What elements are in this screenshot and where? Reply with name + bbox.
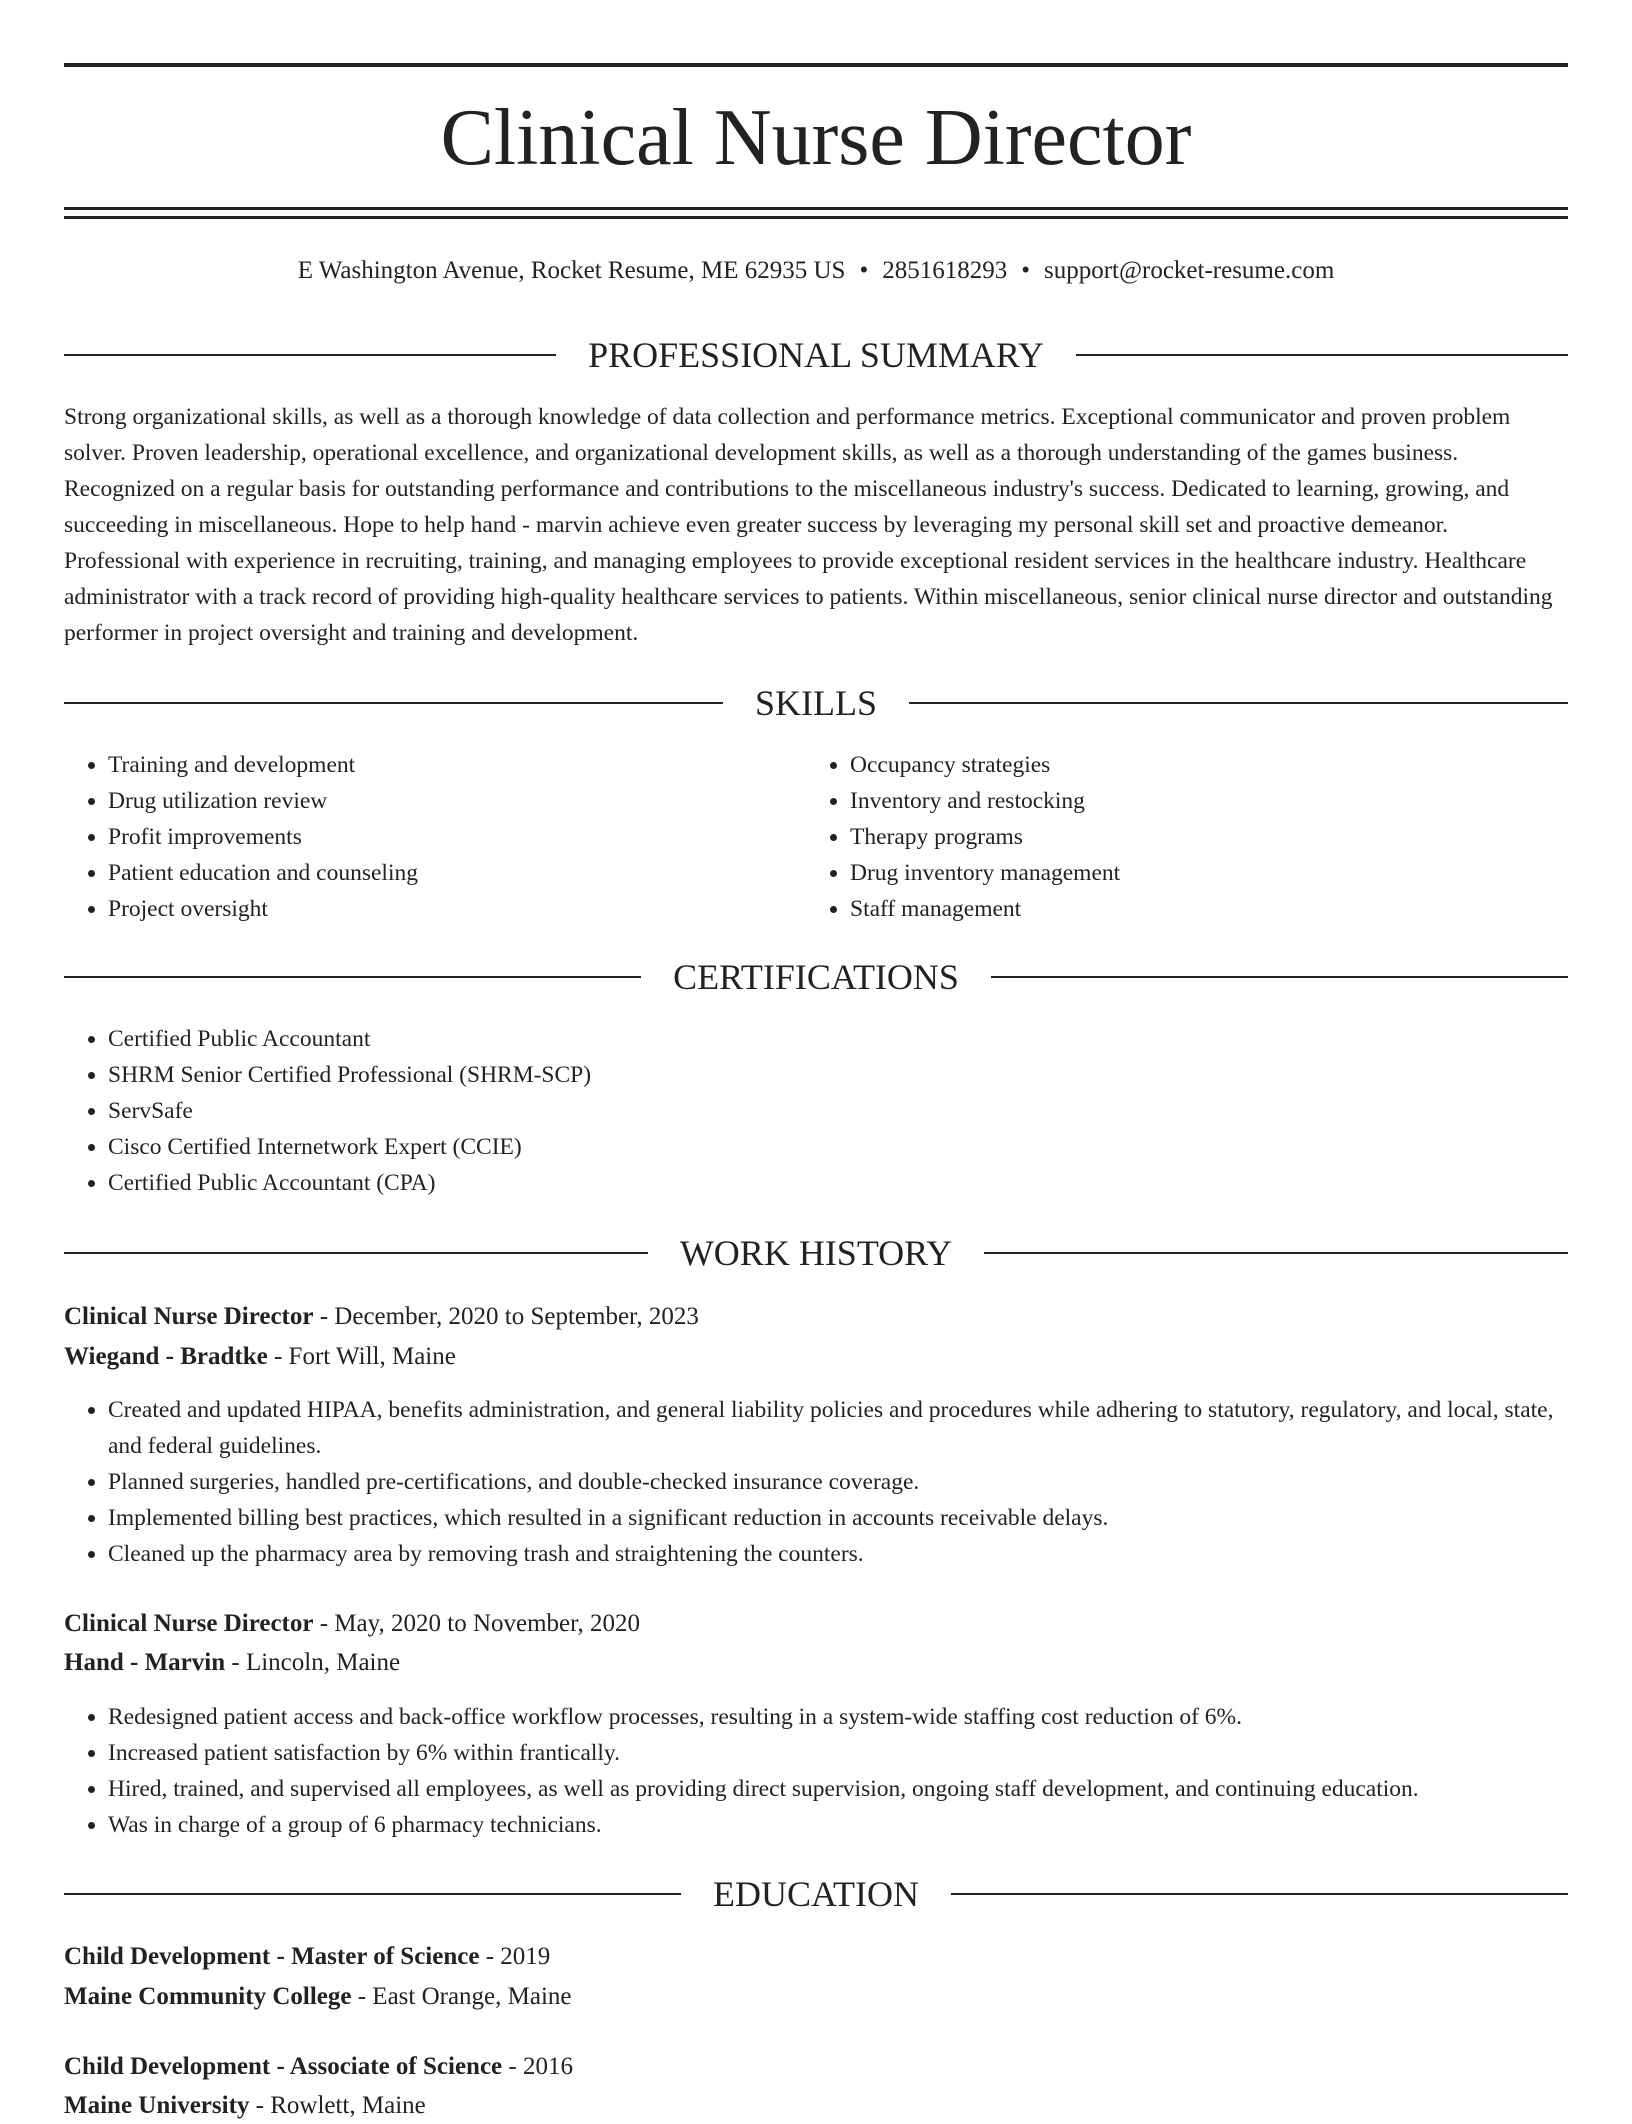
divider-line	[64, 1893, 681, 1895]
skill-item: • Profit improvements	[108, 819, 798, 855]
section-title: PROFESSIONAL SUMMARY	[588, 335, 1044, 375]
skill-item: • Inventory and restocking	[850, 783, 1550, 819]
divider-line	[909, 702, 1568, 704]
job-bullet: • Planned surgeries, handled pre-certifications, and double-checked insurance coverage.	[108, 1464, 1568, 1500]
job-bullet: • Hired, trained, and supervised all employees, as well as providing direct supervision, ongoing staff development, and continuing education.	[108, 1771, 1568, 1807]
skill-item: • Drug utilization review	[108, 783, 798, 819]
certification-item: • Certified Public Accountant (CPA)	[108, 1165, 1568, 1201]
education-location: - Rowlett, Maine	[249, 2092, 426, 2119]
job-bullets	[64, 1699, 1568, 1843]
education-year: - 2016	[502, 2053, 573, 2080]
job-bullet: • Increased patient satisfaction by 6% within frantically.	[108, 1735, 1568, 1771]
skills-heading	[64, 680, 1568, 726]
job-title: Clinical Nurse Director	[64, 1610, 314, 1637]
education-degree: Child Development - Master of Science	[64, 1943, 480, 1970]
divider-line	[1076, 354, 1568, 356]
education-degree: Child Development - Associate of Science	[64, 2053, 503, 2080]
skill-item: • Staff management	[850, 891, 1550, 927]
skill-item: • Project oversight	[108, 891, 798, 927]
skills-list-right	[806, 747, 1550, 927]
summary-heading	[64, 332, 1568, 378]
section-title: EDUCATION	[713, 1874, 919, 1914]
job-bullet: • Created and updated HIPAA, benefits administration, and general liability policies and procedures while adhering to statutory, regulatory, and local, state, and federal guidelines.	[108, 1392, 1568, 1464]
job-dates: - December, 2020 to September, 2023	[313, 1303, 699, 1330]
certification-item: • Cisco Certified Internetwork Expert (CCIE)	[108, 1129, 1568, 1165]
job-title: Clinical Nurse Director	[64, 1303, 314, 1330]
job-company-line	[64, 1645, 1568, 1681]
skills-list-left	[64, 747, 798, 927]
divider-line	[64, 1252, 648, 1254]
header-bottom-rule	[64, 207, 1568, 210]
contact-separator: •	[1021, 257, 1030, 284]
education-school: Maine Community College	[64, 1983, 352, 2010]
education-school: Maine University	[64, 2092, 250, 2119]
certifications-list	[64, 1021, 1568, 1201]
contact-address: E Washington Avenue, Rocket Resume, ME 62935 US	[297, 257, 846, 284]
divider-line	[984, 1252, 1568, 1254]
education-year: - 2019	[479, 1943, 551, 1970]
education-school-line	[64, 1979, 1568, 2015]
skill-item: • Occupancy strategies	[850, 747, 1550, 783]
certification-item: • Certified Public Accountant	[108, 1021, 1568, 1057]
section-title: WORK HISTORY	[679, 1233, 953, 1273]
work-history-heading	[64, 1230, 1568, 1276]
job-dates: - May, 2020 to November, 2020	[313, 1610, 640, 1637]
divider-line	[64, 702, 723, 704]
header-top-rule	[64, 63, 1568, 67]
certification-item: • ServSafe	[108, 1093, 1568, 1129]
education-school-line	[64, 2088, 1568, 2124]
certifications-heading	[64, 954, 1568, 1000]
education-degree-line	[64, 1939, 1568, 1975]
job-company-line	[64, 1339, 1568, 1375]
skill-item: • Drug inventory management	[850, 855, 1550, 891]
job-company: Hand - Marvin	[64, 1649, 226, 1676]
job-bullet: • Cleaned up the pharmacy area by removing trash and straightening the counters.	[108, 1536, 1568, 1572]
job-bullet: • Redesigned patient access and back-office workflow processes, resulting in a system-wide staffing cost reduction of 6%.	[108, 1699, 1568, 1735]
contact-separator: •	[859, 257, 869, 284]
divider-line	[64, 976, 641, 978]
skill-item: • Therapy programs	[850, 819, 1550, 855]
divider-line	[951, 1893, 1568, 1895]
job-location: - Lincoln, Maine	[225, 1649, 401, 1676]
job-title-line	[64, 1299, 1568, 1335]
section-title: SKILLS	[755, 683, 878, 723]
education-heading	[64, 1871, 1568, 1917]
section-title: CERTIFICATIONS	[673, 957, 959, 997]
divider-line	[991, 976, 1568, 978]
certification-item: • SHRM Senior Certified Professional (SHRM-SCP)	[108, 1057, 1568, 1093]
resume-title: Clinical Nurse Director	[440, 94, 1192, 182]
education-degree-line	[64, 2049, 1568, 2085]
skill-item: • Patient education and counseling	[108, 855, 798, 891]
job-bullet: • Implemented billing best practices, which resulted in a significant reduction in accounts receivable delays.	[108, 1500, 1568, 1536]
education-location: - East Orange, Maine	[351, 1983, 572, 2010]
contact-email[interactable]: support@rocket-resume.com	[1043, 257, 1335, 284]
divider-line	[64, 354, 556, 356]
job-title-line	[64, 1606, 1568, 1642]
job-bullet: • Was in charge of a group of 6 pharmacy technicians.	[108, 1807, 1568, 1843]
job-bullets	[64, 1392, 1568, 1572]
skill-item: • Training and development	[108, 747, 798, 783]
summary-text: Strong organizational skills, as well as a thorough knowledge of data collection and performance metrics. Exceptional communicator and proven problem solver. Proven leadership, operational excellence, and organizational development skills, as well as a thorough understanding of the games business. Recognized on a regular basis for outstanding performance and contributions to the miscellaneous industry's success. Dedicated to learning, growing, and succeeding in miscellaneous. Hope to help hand - marvin achieve even greater success by leveraging my personal skill set and proactive demeanor. Professional with experience in recruiting, training, and managing employees to provide exceptional resident services in the healthcare industry. Healthcare administrator with a track record of providing high-quality healthcare services to patients. Within miscellaneous, senior clinical nurse director and outstanding performer in project oversight and training and development.	[64, 404, 1553, 646]
contact-line	[64, 254, 1568, 288]
header-bottom-rule-double	[64, 216, 1568, 219]
contact-phone: 2851618293	[882, 257, 1008, 284]
job-location: - Fort Will, Maine	[267, 1343, 456, 1370]
job-company: Wiegand - Bradtke	[64, 1343, 268, 1370]
